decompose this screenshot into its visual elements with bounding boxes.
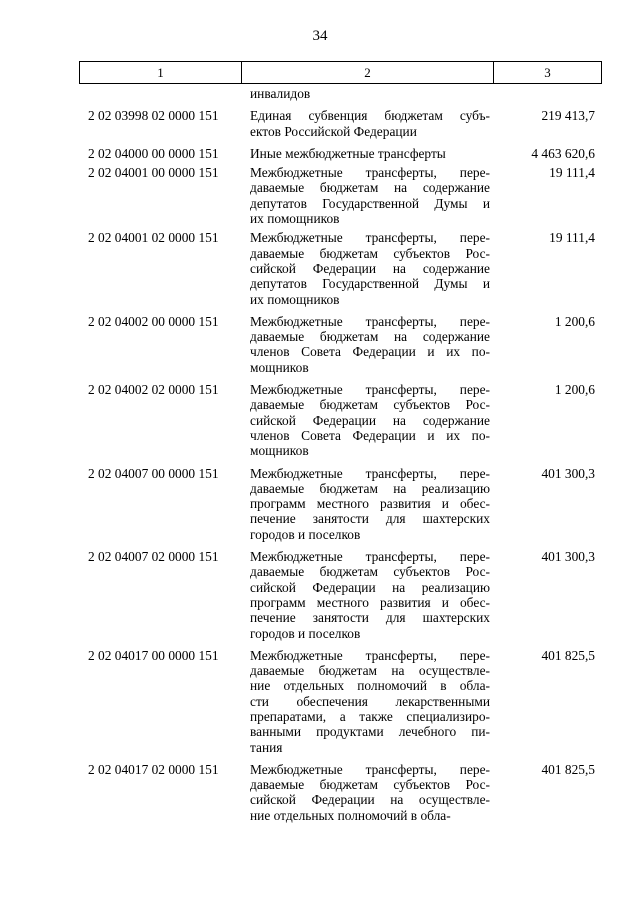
description-line: их помощников [250, 211, 340, 227]
amount-value: 401 300,3 [541, 465, 595, 481]
revenue-description [250, 762, 490, 823]
revenue-description [250, 165, 490, 226]
revenue-description [250, 108, 490, 139]
table-row [0, 108, 640, 139]
description-line: Межбюджетные трансферты, пере- [250, 382, 490, 398]
description-line: сийской Федерации на осуществле- [250, 792, 490, 808]
revenue-code: 2 02 04002 00 0000 151 [88, 313, 219, 329]
description-line: препаратами, а также специализиро- [250, 708, 490, 724]
description-line: даваемые бюджетам на содержание [250, 329, 490, 345]
table-row [0, 165, 640, 226]
description-line: их помощников [250, 291, 340, 307]
description-line: даваемые бюджетам субъектов Рос- [250, 777, 490, 793]
page-number: 34 [312, 28, 328, 44]
revenue-code: 2 02 04001 00 0000 151 [88, 165, 219, 181]
column-header-row [80, 62, 602, 84]
description-line: даваемые бюджетам на реализацию [250, 480, 490, 496]
table-row [0, 549, 640, 641]
description-line: Межбюджетные трансферты, пере- [250, 165, 490, 181]
revenue-code: 2 02 03998 02 0000 151 [88, 108, 219, 124]
amount-value: 19 111,4 [549, 230, 595, 246]
description-line: сийской Федерации на реализацию [250, 579, 490, 595]
budget-table-body [0, 86, 640, 823]
revenue-description [250, 382, 490, 458]
table-row [0, 230, 640, 306]
table-row [0, 86, 640, 101]
revenue-description [250, 230, 490, 306]
description-line: ние отдельных полномочий в обла- [250, 678, 490, 694]
amount-value: 401 825,5 [541, 647, 595, 663]
description-line: членов Совета Федерации и их по- [250, 427, 490, 443]
revenue-code: 2 02 04007 02 0000 151 [88, 549, 219, 565]
description-line: программ местного развития и обес- [250, 496, 490, 512]
description-line: депутатов Государственной Думы и [250, 276, 490, 292]
description-line: тания [250, 739, 283, 755]
description-line: печение занятости для шахтерских [250, 610, 490, 626]
description-line: даваемые бюджетам субъектов Рос- [250, 245, 490, 261]
description-line: Единая субвенция бюджетам субъ- [250, 108, 490, 124]
amount-value: 401 300,3 [541, 549, 595, 565]
description-line: Межбюджетные трансферты, пере- [250, 230, 490, 246]
description-line: Межбюджетные трансферты, пере- [250, 465, 490, 481]
revenue-code: 2 02 04017 02 0000 151 [88, 761, 219, 777]
revenue-description [250, 549, 490, 641]
revenue-description [250, 648, 490, 755]
column-header-1: 1 [80, 62, 242, 84]
description-line: Межбюджетные трансферты, пере- [250, 647, 490, 663]
description-line: мощников [250, 443, 309, 459]
description-line: городов и поселков [250, 526, 361, 542]
table-row [0, 648, 640, 755]
description-line: программ местного развития и обес- [250, 594, 490, 610]
amount-value: 219 413,7 [541, 108, 595, 124]
revenue-code: 2 02 04007 00 0000 151 [88, 465, 219, 481]
description-line: депутатов Государственной Думы и [250, 195, 490, 211]
description-line: ние отдельных полномочий в обла- [250, 807, 451, 823]
amount-value: 4 463 620,6 [531, 145, 595, 161]
revenue-description [250, 146, 490, 161]
table-row [0, 762, 640, 823]
amount-value: 401 825,5 [541, 761, 595, 777]
table-row [0, 146, 640, 161]
description-line: ектов Российской Федерации [250, 123, 417, 139]
description-line: Межбюджетные трансферты, пере- [250, 549, 490, 565]
description-line: ванными продуктами лечебного пи- [250, 724, 490, 740]
description-line: сийской Федерации на содержание [250, 412, 490, 428]
description-line: городов и поселков [250, 625, 361, 641]
amount-value: 19 111,4 [549, 165, 595, 181]
description-line: сийской Федерации на содержание [250, 260, 490, 276]
revenue-code: 2 02 04002 02 0000 151 [88, 382, 219, 398]
description-line: даваемые бюджетам на осуществле- [250, 663, 490, 679]
description-line: Межбюджетные трансферты, пере- [250, 313, 490, 329]
amount-value: 1 200,6 [554, 313, 595, 329]
table-row [0, 466, 640, 542]
description-line: даваемые бюджетам субъектов Рос- [250, 564, 490, 580]
revenue-code: 2 02 04017 00 0000 151 [88, 647, 219, 663]
description-line: сти обеспечения лекарственными [250, 693, 490, 709]
revenue-code: 2 02 04000 00 0000 151 [88, 145, 219, 161]
revenue-description [250, 314, 490, 375]
description-line: Иные межбюджетные трансферты [250, 145, 446, 161]
amount-value: 1 200,6 [554, 382, 595, 398]
description-line: даваемые бюджетам на содержание [250, 180, 490, 196]
description-line: инвалидов [250, 86, 311, 101]
description-line: мощников [250, 359, 309, 375]
table-row [0, 314, 640, 375]
column-header-2: 2 [242, 62, 494, 84]
description-line: даваемые бюджетам субъектов Рос- [250, 397, 490, 413]
column-header-table [79, 61, 602, 84]
column-header-3: 3 [494, 62, 602, 84]
table-row [0, 382, 640, 458]
description-line: печение занятости для шахтерских [250, 511, 490, 527]
description-line: Межбюджетные трансферты, пере- [250, 761, 490, 777]
description-line: членов Совета Федерации и их по- [250, 344, 490, 360]
revenue-description [250, 466, 490, 542]
revenue-code: 2 02 04001 02 0000 151 [88, 230, 219, 246]
revenue-description [250, 86, 490, 101]
